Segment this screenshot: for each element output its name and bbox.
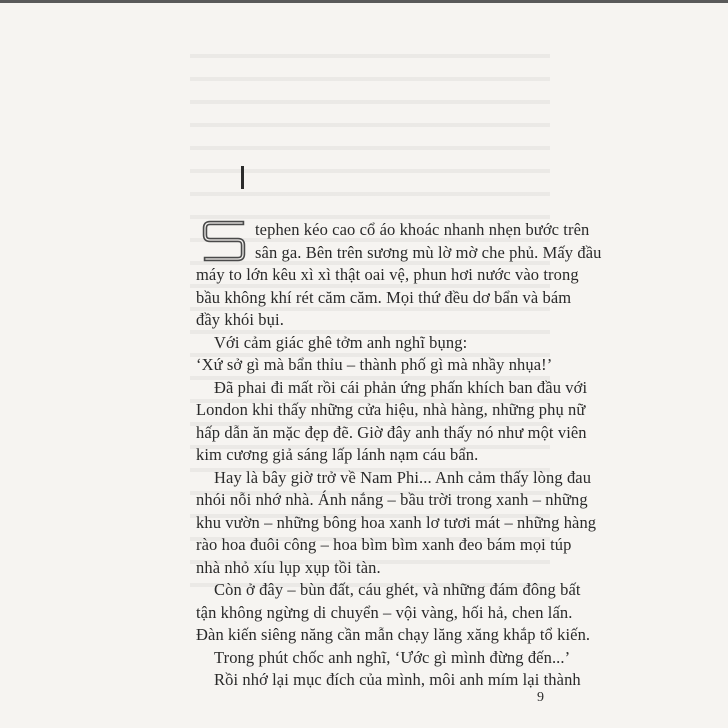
text-line: kim cương giả sáng lấp lánh nạm cáu bẩn. bbox=[196, 445, 479, 464]
text-line: ‘Xứ sở gì mà bẩn thỉu – thành phố gì mà nhầy nhụa!’ bbox=[196, 355, 553, 374]
text-line: Đàn kiến siêng năng cần mẫn chạy lăng xăng khắp tổ kiến. bbox=[196, 625, 591, 644]
text-line: nhói nỗi nhớ nhà. Ánh nắng – bầu trời trong xanh – những bbox=[196, 490, 588, 509]
text-line: hấp dẫn ăn mặc đẹp đẽ. Giờ đây anh thấy nó như một viên bbox=[196, 423, 587, 442]
text-line: tephen kéo cao cổ áo khoác nhanh nhẹn bước trên bbox=[255, 220, 590, 239]
page-number: 9 bbox=[537, 690, 544, 705]
text-line: Trong phút chốc anh nghĩ, ‘Ước gì mình đừng đến...’ bbox=[214, 648, 571, 667]
text-line: Với cảm giác ghê tởm anh nghĩ bụng: bbox=[214, 333, 468, 352]
text-line: Hay là bây giờ trở về Nam Phi... Anh cảm thấy lòng đau bbox=[214, 468, 592, 487]
text-line: bầu không khí rét căm căm. Mọi thứ đều dơ bẩn và bám bbox=[196, 288, 572, 307]
text-line: khu vườn – những bông hoa xanh lơ tươi mát – những hàng bbox=[196, 513, 597, 532]
text-line: Còn ở đây – bùn đất, cáu ghét, và những đám đông bất bbox=[214, 580, 581, 599]
text-line: tận không ngừng di chuyển – vội vàng, hối hả, chen lấn. bbox=[196, 603, 573, 622]
text-line: Đã phai đi mất rồi cái phản ứng phấn khích ban đầu với bbox=[214, 378, 588, 397]
text-line: rào hoa đuôi công – hoa bìm bìm xanh đeo bám mọi túp bbox=[196, 535, 572, 554]
text-line: sân ga. Bên trên sương mù lờ mờ che phủ. Mấy đầu bbox=[255, 243, 602, 262]
text-line: máy to lớn kêu xì xì thật oai vệ, phun hơi nước vào trong bbox=[196, 265, 579, 284]
text-line: đầy khói bụi. bbox=[196, 310, 284, 329]
text-line: nhà nhỏ xíu lụp xụp tồi tàn. bbox=[196, 558, 381, 577]
text-line: London khi thấy những cửa hiệu, nhà hàng, những phụ nữ bbox=[196, 400, 586, 419]
text-line: Rồi nhớ lại mục đích của mình, môi anh mím lại thành bbox=[214, 670, 581, 689]
